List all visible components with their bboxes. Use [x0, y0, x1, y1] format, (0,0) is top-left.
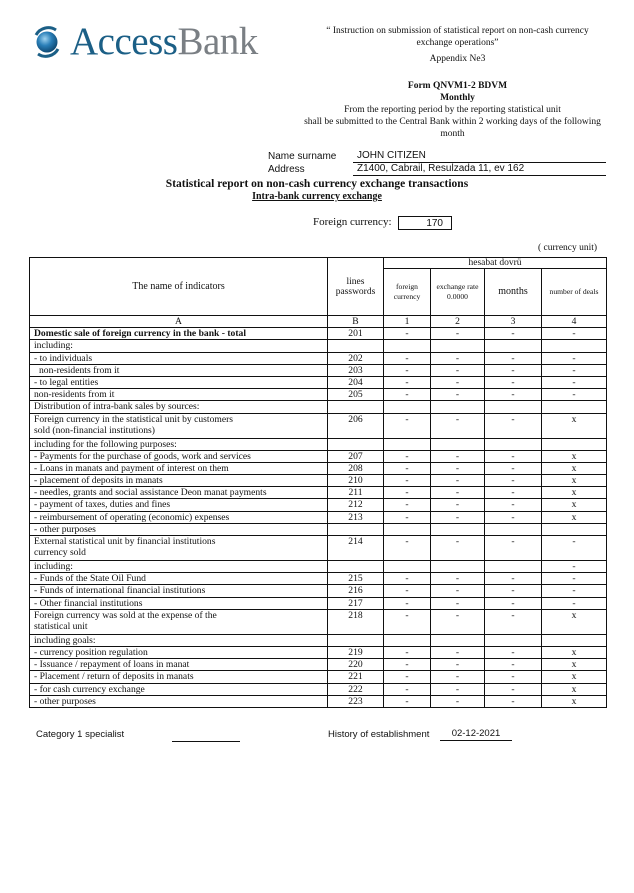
value-cell-c2[interactable]: - [431, 376, 485, 388]
value-cell-c1[interactable]: - [384, 475, 431, 487]
foreign-currency-field[interactable]: 170 [398, 216, 452, 230]
col-letter: A [30, 316, 328, 328]
col-letter: 4 [542, 316, 607, 328]
value-cell-c1[interactable]: - [384, 683, 431, 695]
line-code-cell [328, 634, 384, 646]
name-label: Name surname [268, 151, 337, 162]
address-label: Address [268, 164, 305, 175]
table-row [30, 352, 607, 364]
value-cell-c2[interactable]: - [431, 450, 485, 462]
value-cell-c2[interactable]: - [431, 487, 485, 499]
value-cell-c4[interactable]: x [542, 462, 607, 474]
indicator-name-line: - to legal entities [34, 376, 99, 388]
value-cell-c4[interactable] [542, 401, 607, 413]
value-cell-c3[interactable]: - [485, 585, 542, 597]
value-cell-c4[interactable]: - [542, 376, 607, 388]
report-subtitle: Intra-bank currency exchange [252, 191, 382, 202]
indicator-name-line: - needles, grants and social assistance Deon manat payments [34, 487, 267, 499]
indicator-name [30, 450, 328, 462]
value-cell-c1[interactable]: - [384, 536, 431, 561]
indicator-name [30, 389, 328, 401]
value-cell-c3[interactable] [485, 438, 542, 450]
value-cell-c3[interactable]: - [485, 376, 542, 388]
indicator-name-line: - currency position regulation [34, 646, 148, 658]
indicator-name-line: - to individuals [34, 352, 93, 364]
indicator-name [30, 511, 328, 523]
indicator-name [30, 401, 328, 413]
value-cell-c4[interactable]: x [542, 475, 607, 487]
table-row [30, 585, 607, 597]
value-cell-c3[interactable]: - [485, 536, 542, 561]
value-cell-c4[interactable]: - [542, 352, 607, 364]
value-cell-c4[interactable]: x [542, 646, 607, 658]
indicator-name [30, 523, 328, 535]
value-cell-c1[interactable]: - [384, 376, 431, 388]
note-line-2: shall be submitted to the Central Bank within 2 working days of the following [304, 117, 601, 127]
line-code-cell: 216 [328, 585, 384, 597]
value-cell-c4[interactable] [542, 523, 607, 535]
indicator-name [30, 536, 328, 561]
table-row [30, 376, 607, 388]
indicator-name [30, 340, 328, 352]
value-cell-c2[interactable]: - [431, 352, 485, 364]
value-cell-c3[interactable]: - [485, 609, 542, 634]
foreign-currency-label: Foreign currency: [313, 216, 392, 228]
value-cell-c3[interactable]: - [485, 352, 542, 364]
value-cell-c3[interactable] [485, 340, 542, 352]
value-cell-c2[interactable] [431, 634, 485, 646]
value-cell-c1[interactable]: - [384, 695, 431, 707]
value-cell-c2[interactable] [431, 561, 485, 573]
value-cell-c1[interactable]: - [384, 352, 431, 364]
table-row [30, 671, 607, 683]
line-code-cell: 211 [328, 487, 384, 499]
indicator-name-line: External statistical unit by financial institutions [34, 536, 216, 547]
logo-text-bank: Bank [177, 20, 258, 63]
line-code-cell: 217 [328, 597, 384, 609]
value-cell-c2[interactable]: - [431, 413, 485, 438]
value-cell-c1[interactable]: - [384, 328, 431, 340]
value-cell-c3[interactable] [485, 634, 542, 646]
table-row [30, 462, 607, 474]
table-row [30, 450, 607, 462]
value-cell-c1[interactable]: - [384, 364, 431, 376]
line-code-cell [328, 523, 384, 535]
value-cell-c3[interactable]: - [485, 695, 542, 707]
line-code-cell: 223 [328, 695, 384, 707]
line-code-cell: 206 [328, 413, 384, 438]
value-cell-c2[interactable]: - [431, 646, 485, 658]
indicator-name-line: - for cash currency exchange [34, 683, 145, 695]
line-code-cell: 220 [328, 659, 384, 671]
report-title: Statistical report on non-cash currency exchange transactions [165, 178, 469, 190]
value-cell-c3[interactable]: - [485, 462, 542, 474]
name-field[interactable]: JOHN CITIZEN [353, 150, 606, 163]
value-cell-c3[interactable]: - [485, 671, 542, 683]
value-cell-c3[interactable]: - [485, 364, 542, 376]
specialist-label: Category 1 specialist [36, 729, 125, 740]
indicator-name-line: - Placement / return of deposits in manats [34, 671, 194, 683]
table-row [30, 511, 607, 523]
value-cell-c4[interactable]: x [542, 695, 607, 707]
value-cell-c3[interactable]: - [485, 659, 542, 671]
table-row [30, 328, 607, 340]
value-cell-c4[interactable] [542, 438, 607, 450]
table-row [30, 573, 607, 585]
value-cell-c3[interactable]: - [485, 413, 542, 438]
indicator-name [30, 659, 328, 671]
value-cell-c1[interactable] [384, 561, 431, 573]
instruction-title [300, 25, 615, 49]
line-code-cell: 212 [328, 499, 384, 511]
value-cell-c2[interactable]: - [431, 573, 485, 585]
indicator-name [30, 609, 328, 634]
value-cell-c1[interactable] [384, 401, 431, 413]
value-cell-c2[interactable]: - [431, 536, 485, 561]
table-row [30, 634, 607, 646]
table-row [30, 475, 607, 487]
line-code-cell [328, 561, 384, 573]
value-cell-c3[interactable]: - [485, 475, 542, 487]
indicator-name [30, 413, 328, 438]
value-cell-c2[interactable] [431, 523, 485, 535]
value-cell-c1[interactable] [384, 523, 431, 535]
form-frequency: Monthly [440, 93, 475, 103]
indicator-name [30, 352, 328, 364]
column-letter-row [30, 316, 607, 328]
header-foreign-currency: foreign currency [384, 269, 431, 316]
value-cell-c1[interactable]: - [384, 659, 431, 671]
value-cell-c2[interactable]: - [431, 671, 485, 683]
table-row [30, 659, 607, 671]
table-row [30, 499, 607, 511]
table-row [30, 413, 607, 438]
report-table [29, 257, 607, 708]
value-cell-c1[interactable]: - [384, 585, 431, 597]
value-cell-c3[interactable] [485, 523, 542, 535]
value-cell-c2[interactable]: - [431, 389, 485, 401]
bank-logo [30, 20, 258, 64]
value-cell-c1[interactable]: - [384, 499, 431, 511]
line-code-cell: 221 [328, 671, 384, 683]
indicator-name-line: - Funds of the State Oil Fund [34, 573, 146, 585]
value-cell-c1[interactable]: - [384, 646, 431, 658]
indicator-name-line: non-residents from it [34, 389, 115, 401]
appendix-label: Appendix Nе3 [429, 54, 486, 64]
indicator-name-line: - Other financial institutions [34, 597, 143, 609]
value-cell-c3[interactable]: - [485, 487, 542, 499]
value-cell-c2[interactable]: - [431, 659, 485, 671]
value-cell-c4[interactable]: - [542, 597, 607, 609]
value-cell-c4[interactable]: x [542, 487, 607, 499]
value-cell-c2[interactable]: - [431, 683, 485, 695]
specialist-signature-field[interactable] [172, 729, 240, 742]
indicator-name [30, 328, 328, 340]
line-code-cell: 210 [328, 475, 384, 487]
value-cell-c3[interactable]: - [485, 597, 542, 609]
value-cell-c4[interactable]: - [542, 561, 607, 573]
indicator-name-line: - placement of deposits in manats [34, 475, 163, 487]
value-cell-c2[interactable]: - [431, 511, 485, 523]
value-cell-c4[interactable]: - [542, 328, 607, 340]
indicator-name-line: - reimbursement of operating (economic) expenses [34, 511, 230, 523]
instruction-line-1: “ Instruction on submission of statistical report on non-cash currency [326, 26, 589, 36]
value-cell-c2[interactable]: - [431, 364, 485, 376]
value-cell-c1[interactable] [384, 340, 431, 352]
line-code-cell [328, 340, 384, 352]
indicator-name [30, 671, 328, 683]
line-code-cell: 219 [328, 646, 384, 658]
line-code-cell: 203 [328, 364, 384, 376]
header-exchange-rate: exchange rate 0.0000 [431, 269, 485, 316]
value-cell-c4[interactable]: x [542, 671, 607, 683]
indicator-name [30, 487, 328, 499]
table-row [30, 597, 607, 609]
indicator-name-line: - Loans in manats and payment of interest on them [34, 462, 229, 474]
indicator-name [30, 475, 328, 487]
indicator-name-line: non-residents from it [39, 364, 120, 376]
indicator-name-line: - other purposes [34, 523, 96, 535]
value-cell-c4[interactable]: x [542, 511, 607, 523]
table-row [30, 646, 607, 658]
table-row [30, 401, 607, 413]
value-cell-c4[interactable]: - [542, 364, 607, 376]
value-cell-c1[interactable]: - [384, 609, 431, 634]
indicator-name-line: including: [34, 340, 73, 352]
value-cell-c1[interactable]: - [384, 450, 431, 462]
table-row [30, 695, 607, 707]
value-cell-c1[interactable]: - [384, 573, 431, 585]
value-cell-c4[interactable]: x [542, 683, 607, 695]
value-cell-c4[interactable]: - [542, 573, 607, 585]
value-cell-c4[interactable]: - [542, 389, 607, 401]
indicator-name [30, 597, 328, 609]
indicator-name [30, 695, 328, 707]
table-row [30, 389, 607, 401]
value-cell-c4[interactable]: - [542, 585, 607, 597]
instruction-line-2: exchange operations” [416, 38, 499, 48]
indicator-name [30, 438, 328, 450]
col-letter: 2 [431, 316, 485, 328]
line-code-cell: 201 [328, 328, 384, 340]
value-cell-c1[interactable]: - [384, 487, 431, 499]
indicator-name [30, 634, 328, 646]
form-code: Form QNVM1-2 BDVM [407, 81, 508, 91]
line-code-cell: 202 [328, 352, 384, 364]
value-cell-c2[interactable]: - [431, 585, 485, 597]
line-code-cell: 208 [328, 462, 384, 474]
value-cell-c4[interactable]: - [542, 536, 607, 561]
submission-note [290, 104, 615, 140]
indicator-name-line: including goals: [34, 634, 96, 646]
value-cell-c4[interactable] [542, 634, 607, 646]
indicator-name [30, 561, 328, 573]
table-row [30, 523, 607, 535]
value-cell-c1[interactable] [384, 634, 431, 646]
value-cell-c2[interactable]: - [431, 695, 485, 707]
value-cell-c2[interactable]: - [431, 475, 485, 487]
value-cell-c2[interactable]: - [431, 462, 485, 474]
indicator-name-line: Domestic sale of foreign currency in the bank - total [34, 328, 247, 340]
value-cell-c4[interactable]: x [542, 499, 607, 511]
indicator-name-line: - other purposes [34, 695, 96, 707]
value-cell-c1[interactable]: - [384, 462, 431, 474]
indicator-name-line: sold (non-financial institutions) [34, 424, 155, 436]
table-row [30, 438, 607, 450]
value-cell-c1[interactable]: - [384, 389, 431, 401]
value-cell-c3[interactable]: - [485, 573, 542, 585]
value-cell-c4[interactable]: x [542, 450, 607, 462]
line-code-cell: 204 [328, 376, 384, 388]
indicator-name-line: - payment of taxes, duties and fines [34, 499, 171, 511]
value-cell-c1[interactable]: - [384, 511, 431, 523]
line-code-cell [328, 401, 384, 413]
table-row [30, 561, 607, 573]
indicator-name [30, 499, 328, 511]
date-field[interactable]: 02-12-2021 [440, 728, 512, 741]
value-cell-c3[interactable]: - [485, 328, 542, 340]
indicator-name [30, 364, 328, 376]
header-lines: lines passwords [328, 258, 384, 316]
col-letter: 1 [384, 316, 431, 328]
line-code-cell: 214 [328, 536, 384, 561]
line-code-cell: 222 [328, 683, 384, 695]
value-cell-c4[interactable] [542, 340, 607, 352]
line-code-cell [328, 438, 384, 450]
indicator-name-line: Foreign currency was sold at the expense of the [34, 609, 217, 621]
value-cell-c2[interactable]: - [431, 328, 485, 340]
value-cell-c2[interactable] [431, 340, 485, 352]
table-row [30, 536, 607, 561]
value-cell-c2[interactable]: - [431, 597, 485, 609]
header-deals: number of deals [542, 269, 607, 316]
table-row [30, 364, 607, 376]
table-row [30, 487, 607, 499]
indicator-name-line: statistical unit [34, 620, 88, 632]
value-cell-c3[interactable]: - [485, 683, 542, 695]
header-period: hesabat dovrü [384, 258, 607, 269]
value-cell-c3[interactable] [485, 561, 542, 573]
indicator-name [30, 376, 328, 388]
value-cell-c3[interactable] [485, 401, 542, 413]
currency-unit-note: ( currency unit) [538, 243, 598, 253]
value-cell-c4[interactable]: x [542, 659, 607, 671]
value-cell-c1[interactable] [384, 438, 431, 450]
indicator-name [30, 646, 328, 658]
indicator-name-line: Distribution of intra-bank sales by sources: [34, 401, 200, 413]
indicator-name-line: - Funds of international financial institutions [34, 585, 206, 597]
indicator-name-line: Foreign currency in the statistical unit by customers [34, 413, 234, 425]
value-cell-c1[interactable]: - [384, 671, 431, 683]
line-code-cell: 218 [328, 609, 384, 634]
indicator-name-line: currency sold [34, 547, 86, 558]
line-code-cell: 213 [328, 511, 384, 523]
value-cell-c1[interactable]: - [384, 413, 431, 438]
date-label: History of establishment [328, 729, 430, 740]
indicator-name-line: including for the following purposes: [34, 438, 177, 450]
col-letter: 3 [485, 316, 542, 328]
table-row [30, 340, 607, 352]
value-cell-c2[interactable] [431, 401, 485, 413]
value-cell-c3[interactable]: - [485, 450, 542, 462]
line-code-cell: 215 [328, 573, 384, 585]
indicator-name-line: - Issuance / repayment of loans in manat [34, 659, 190, 671]
value-cell-c3[interactable]: - [485, 511, 542, 523]
logo-text-access: Access [70, 20, 178, 63]
table-row [30, 609, 607, 634]
address-field[interactable]: Z1400, Cabrail, Resulzada 11, ev 162 [353, 163, 606, 176]
globe-logo-icon [30, 25, 64, 59]
value-cell-c2[interactable] [431, 438, 485, 450]
value-cell-c3[interactable]: - [485, 646, 542, 658]
note-line-1: From the reporting period by the reporting statistical unit [344, 105, 561, 115]
value-cell-c2[interactable]: - [431, 609, 485, 634]
indicator-name-line: including: [34, 561, 73, 572]
indicator-name [30, 683, 328, 695]
col-letter: B [328, 316, 384, 328]
line-code-cell: 205 [328, 389, 384, 401]
value-cell-c3[interactable]: - [485, 499, 542, 511]
indicator-name [30, 462, 328, 474]
header-months: months [485, 269, 542, 316]
table-row [30, 683, 607, 695]
indicator-name-line: - Payments for the purchase of goods, work and services [34, 450, 251, 462]
indicator-name [30, 573, 328, 585]
value-cell-c2[interactable]: - [431, 499, 485, 511]
value-cell-c3[interactable]: - [485, 389, 542, 401]
header-indicators: The name of indicators [30, 258, 328, 316]
indicator-name [30, 585, 328, 597]
value-cell-c4[interactable]: x [542, 413, 607, 438]
value-cell-c4[interactable]: x [542, 609, 607, 634]
value-cell-c1[interactable]: - [384, 597, 431, 609]
line-code-cell: 207 [328, 450, 384, 462]
note-line-3: month [440, 129, 465, 139]
